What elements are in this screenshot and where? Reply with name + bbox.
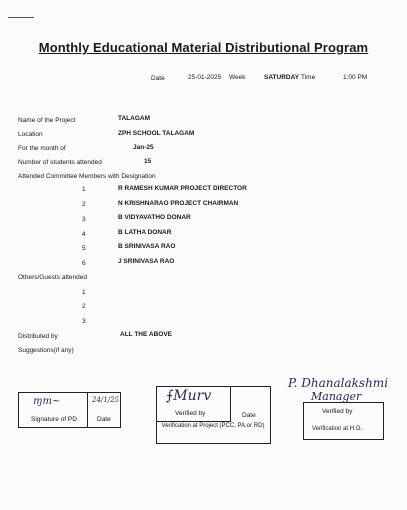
corner-mark — [8, 17, 34, 18]
others-num: 2 — [82, 303, 86, 310]
committee-name: N KRISHNARAO PROJECT CHAIRMAN — [118, 200, 239, 207]
month-label: For the month of — [18, 145, 66, 152]
time-label: Time — [301, 74, 316, 81]
committee-name: B LATHA DONAR — [118, 229, 172, 236]
project-value: TALAGAM — [118, 115, 151, 122]
committee-name: J SRINIVASA RAO — [118, 258, 175, 265]
ho-verified-label: Verified by — [322, 408, 353, 415]
committee-num: 6 — [82, 260, 86, 267]
committee-name: B VIDYAVATHO DONAR — [118, 214, 191, 221]
project-signature-image: ⨍Murv — [166, 388, 212, 404]
project-label: Name of the Project — [18, 117, 76, 124]
project-verification-label: Verification at Project (PCC, PA,or RD) — [161, 423, 265, 429]
verified-by-label: Verified by — [175, 410, 206, 417]
date-label: Date — [151, 75, 165, 82]
location-value: ZPH SCHOOL TALAGAM — [118, 130, 195, 137]
ho-hand-title: Manager — [311, 390, 362, 403]
distributed-label: Distributed by — [18, 333, 58, 340]
committee-num: 1 — [82, 186, 86, 193]
date-value: 25-01-2025 — [188, 74, 222, 81]
students-value: 15 — [144, 158, 152, 165]
committee-num: 2 — [82, 201, 86, 208]
time-value: 1:00 PM — [343, 74, 368, 81]
others-num: 1 — [82, 289, 86, 296]
week-value: SATURDAY — [264, 74, 300, 81]
month-value: Jan-25 — [133, 144, 154, 151]
students-label: Number of students attended — [18, 159, 102, 166]
week-label: Week — [229, 74, 246, 81]
location-label: Location — [18, 131, 43, 138]
ho-hand-name: P. Dhanalakshmi — [288, 376, 389, 390]
pd-signature-label: Signature of PD — [31, 416, 77, 423]
others-label: Others/Guests attended — [18, 274, 88, 281]
pd-date-label: Date — [97, 416, 111, 423]
pd-signature-image: ɱm~ — [33, 396, 61, 407]
pd-date-hand: 24/1/25 — [92, 396, 119, 404]
distributed-value: ALL THE ABOVE — [120, 331, 173, 338]
committee-num: 3 — [82, 216, 86, 223]
committee-label: Attended Committee Members with Designation — [18, 173, 156, 180]
page-title: Monthly Educational Material Distributional Program — [38, 40, 369, 55]
committee-name: B SRINIVASA RAO — [118, 243, 176, 250]
others-num: 3 — [82, 318, 86, 325]
date-label-project: Date — [242, 412, 256, 419]
ho-verification-label: Verification at H.O. — [312, 426, 363, 432]
committee-name: R RAMESH KUMAR PROJECT DIRECTOR — [118, 185, 247, 192]
committee-num: 4 — [82, 231, 86, 238]
committee-num: 5 — [82, 245, 86, 252]
suggestions-label: Suggestions(if any) — [18, 347, 74, 354]
